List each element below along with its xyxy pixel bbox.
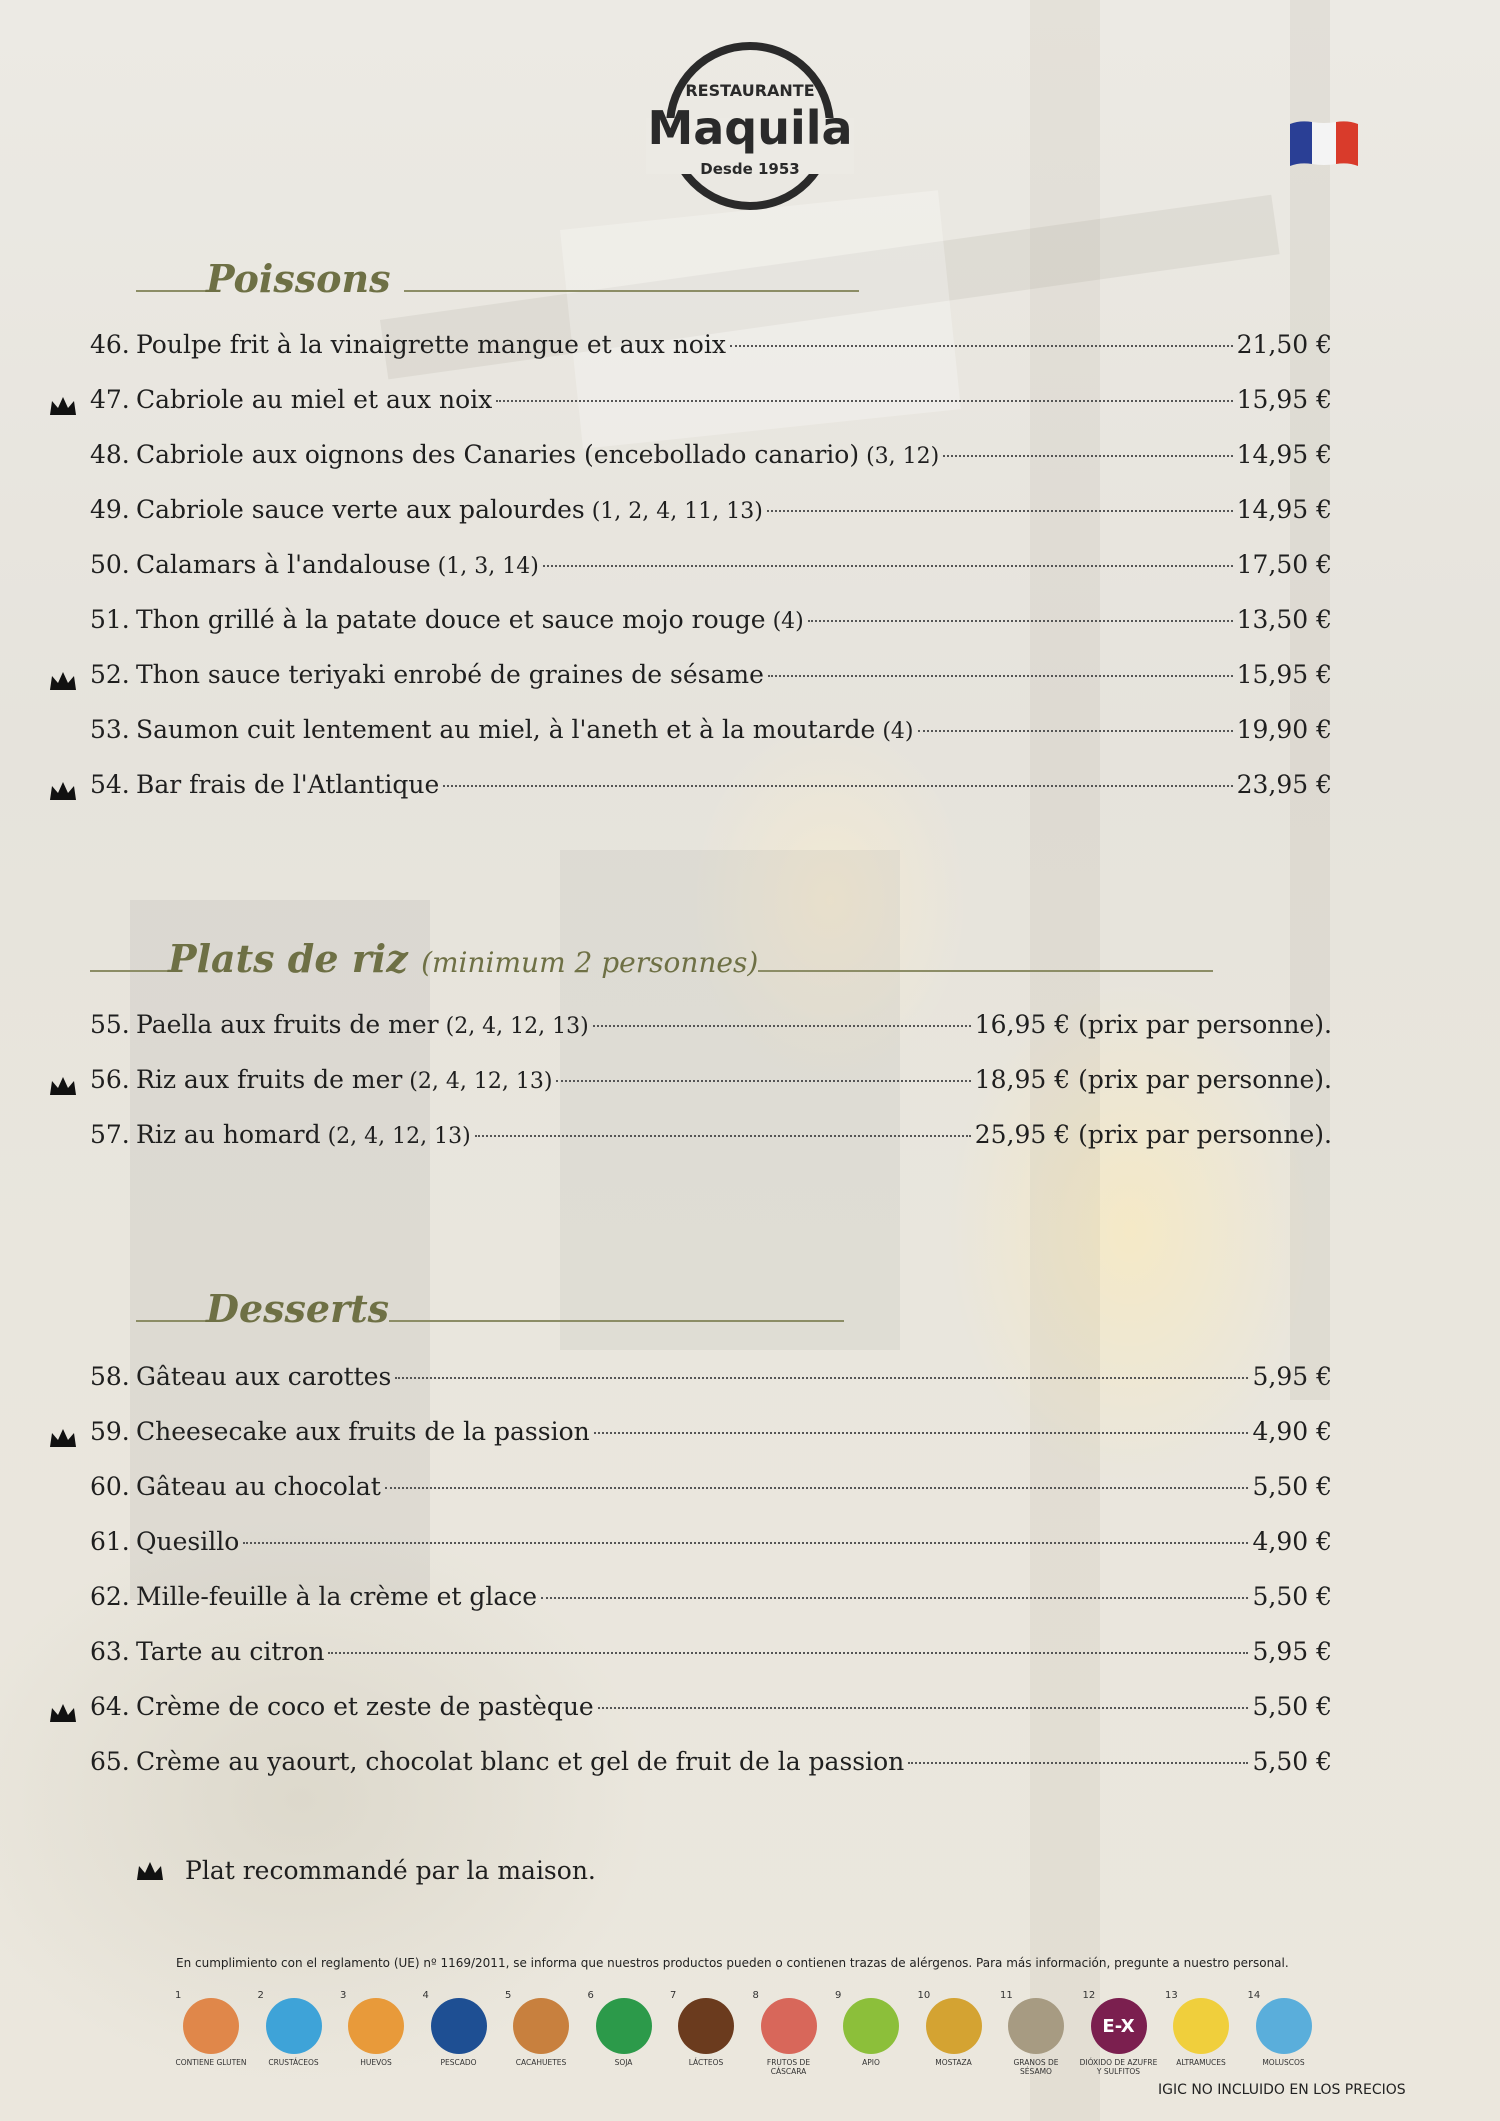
menu-item [90,1120,1332,1160]
menu-item [90,550,1332,590]
milk-icon [667,1990,745,2067]
item-allergens: (2, 4, 12, 13) [402,1069,553,1094]
peanut-icon [502,1990,580,2067]
item-number: 50. [90,550,130,579]
menu-item [90,1362,1332,1402]
celery-icon [832,1990,910,2067]
item-number: 52. [90,660,130,689]
dot-leader [556,1080,970,1082]
dot-leader [908,1762,1248,1764]
menu-item [90,330,1332,370]
allergen-number: 9 [835,1990,842,2001]
mustard-icon [915,1990,993,2067]
item-price: 16,95 € (prix par personne). [974,1010,1332,1039]
allergen-label: HUEVOS [360,2058,392,2067]
crab-icon [255,1990,333,2067]
allergen-label: SOJA [614,2058,633,2067]
dot-leader [395,1377,1248,1379]
allergen-label: CONTIENE GLUTEN [175,2058,247,2067]
item-number: 54. [90,770,130,799]
item-name: Thon sauce teriyaki enrobé de graines de sésame [136,660,764,689]
item-number: 46. [90,330,130,359]
item-allergens: (2, 4, 12, 13) [438,1014,589,1039]
item-name: Mille-feuille à la crème et glace [136,1582,538,1611]
crown-icon [48,780,78,802]
allergen-badge [348,1998,404,2054]
item-number: 47. [90,385,130,414]
crown-icon [135,1860,165,1882]
menu-item [90,1747,1332,1787]
allergen-label: ALTRAMUCES [1176,2058,1226,2067]
allergen-label: PESCADO [440,2058,477,2067]
item-number: 51. [90,605,130,634]
item-number: 63. [90,1637,130,1666]
item-price: 13,50 € [1236,605,1332,634]
sesame-icon [997,1990,1075,2076]
allergen-number: 5 [505,1990,512,2001]
item-name: Crème de coco et zeste de pastèque [136,1692,594,1721]
legend-text: Plat recommandé par la maison. [185,1856,596,1885]
fish-icon [420,1990,498,2067]
dot-leader [243,1542,1248,1544]
logo-name-text: Maquila [647,101,853,155]
item-price: 4,90 € [1252,1527,1332,1556]
menu-item [90,385,1332,425]
allergen-badge [183,1998,239,2054]
item-price: 21,50 € [1236,330,1332,359]
item-price: 25,95 € (prix par personne). [974,1120,1332,1149]
item-allergens: (1, 2, 4, 11, 13) [584,499,763,524]
allergen-label: MOLUSCOS [1262,2058,1305,2067]
item-number: 64. [90,1692,130,1721]
item-allergens: (2, 4, 12, 13) [320,1124,471,1149]
item-name: Poulpe frit à la vinaigrette mangue et aux noix [136,330,726,359]
dot-leader [808,620,1233,622]
item-price: 5,50 € [1252,1692,1332,1721]
allergen-badge [266,1998,322,2054]
item-name: Cheesecake aux fruits de la passion [136,1417,590,1446]
item-price: 14,95 € [1236,440,1332,469]
item-allergens: (4) [875,719,914,744]
item-number: 60. [90,1472,130,1501]
item-price: 5,50 € [1252,1582,1332,1611]
soy-icon [585,1990,663,2067]
item-price: 5,50 € [1252,1747,1332,1776]
shell-icon [1245,1990,1323,2067]
dot-leader [541,1597,1248,1599]
menu-item [90,1010,1332,1050]
allergen-badge [1008,1998,1064,2054]
menu-item [90,1527,1332,1567]
allergen-number: 11 [1000,1990,1013,2001]
item-name: Bar frais de l'Atlantique [136,770,440,799]
item-price: 19,90 € [1236,715,1332,744]
allergen-number: 13 [1165,1990,1178,2001]
dot-leader [543,565,1233,567]
allergen-number: 4 [422,1990,429,2001]
item-name: Riz aux fruits de mer [136,1065,403,1094]
item-price: 15,95 € [1236,660,1332,689]
item-name: Cabriole aux oignons des Canaries (encebollado canario) [136,440,860,469]
item-number: 59. [90,1417,130,1446]
allergen-badge: E-X [1091,1998,1147,2054]
item-price: 15,95 € [1236,385,1332,414]
dot-leader [768,675,1233,677]
item-price: 5,95 € [1252,1362,1332,1391]
dot-leader [593,1025,971,1027]
allergen-label: DIÓXIDO DE AZUFRE Y SULFITOS [1079,2058,1158,2076]
dot-leader [385,1487,1249,1489]
allergen-label: GRANOS DE SÉSAMO [1013,2058,1059,2076]
item-allergens: (3, 12) [859,444,940,469]
allergen-label: CRUSTÁCEOS [268,2058,319,2067]
item-number: 61. [90,1527,130,1556]
item-price: 5,50 € [1252,1472,1332,1501]
crown-icon [48,1075,78,1097]
allergen-number: 3 [340,1990,347,2001]
section-title-poissons: Poissons [136,256,859,301]
item-price: 5,95 € [1252,1637,1332,1666]
dot-leader [598,1707,1249,1709]
crown-icon [48,1427,78,1449]
dot-leader [594,1432,1249,1434]
item-number: 53. [90,715,130,744]
restaurant-logo [646,38,854,210]
menu-item [90,605,1332,645]
menu-item [90,715,1332,755]
allergen-badge [678,1998,734,2054]
item-name: Riz au homard [136,1120,321,1149]
item-number: 58. [90,1362,130,1391]
item-name: Thon grillé à la patate douce et sauce mojo rouge [136,605,766,634]
menu-item [90,1472,1332,1512]
dot-leader [918,730,1233,732]
item-number: 56. [90,1065,130,1094]
item-price: 18,95 € (prix par personne). [974,1065,1332,1094]
allergen-badge [1256,1998,1312,2054]
crown-icon [48,670,78,692]
french-flag-icon[interactable] [1288,116,1360,168]
allergen-badge [513,1998,569,2054]
section-title-riz: Plats de riz (minimum 2 personnes) [90,936,1213,981]
dot-leader [767,510,1233,512]
rice-subtitle: (minimum 2 personnes) [421,946,759,979]
menu-item [90,1065,1332,1105]
allergen-badge [431,1998,487,2054]
menu-item [90,1582,1332,1622]
wheat-icon [172,1990,250,2067]
item-allergens: (4) [765,609,804,634]
allergen-label: MOSTAZA [935,2058,972,2067]
item-name: Gâteau aux carottes [136,1362,392,1391]
allergen-badge [1173,1998,1229,2054]
item-price: 4,90 € [1252,1417,1332,1446]
allergen-notice: En cumplimiento con el reglamento (UE) nº 1169/2011, se informa que nuestros productos pueden o contienen trazas de alérgenos. Para más información, pregunte a nuestro personal. [176,1956,1289,1970]
nut-icon [750,1990,828,2076]
logo-top-text: RESTAURANTE [685,81,815,100]
allergen-label: LÁCTEOS [688,2058,724,2067]
menu-item [90,660,1332,700]
item-name: Gâteau au chocolat [136,1472,381,1501]
allergen-label: CACAHUETES [515,2058,567,2067]
allergen-number: 1 [175,1990,182,2001]
dot-leader [730,345,1233,347]
item-name: Cabriole au miel et aux noix [136,385,493,414]
allergen-number: 10 [917,1990,931,2001]
item-number: 49. [90,495,130,524]
allergen-number: 6 [587,1990,594,2001]
item-number: 62. [90,1582,130,1611]
item-number: 48. [90,440,130,469]
item-name: Tarte au citron [136,1637,325,1666]
recommended-legend [135,1856,596,1885]
menu-item [90,495,1332,535]
item-name: Crème au yaourt, chocolat blanc et gel de fruit de la passion [136,1747,905,1776]
dot-leader [328,1652,1248,1654]
sulphite-icon [1080,1990,1158,2076]
item-number: 55. [90,1010,130,1039]
item-name: Cabriole sauce verte aux palourdes [136,495,585,524]
menu-item [90,1692,1332,1732]
menu-item [90,770,1332,810]
menu-item [90,1417,1332,1457]
allergen-badge [596,1998,652,2054]
item-price: 14,95 € [1236,495,1332,524]
allergen-number: 12 [1082,1990,1096,2001]
allergen-number: 8 [752,1990,759,2001]
item-name: Quesillo [136,1527,240,1556]
igic-notice: IGIC NO INCLUIDO EN LOS PRECIOS [1158,2082,1406,2098]
item-allergens: (1, 3, 14) [430,554,539,579]
allergen-label: APIO [862,2058,880,2067]
allergen-label: FRUTOS DE CÁSCARA [766,2058,811,2076]
logo-since-text: Desde 1953 [700,160,800,178]
item-number: 65. [90,1747,130,1776]
crown-icon [48,1702,78,1724]
allergen-badge [926,1998,982,2054]
dot-leader [443,785,1232,787]
allergen-number: 14 [1247,1990,1261,2001]
dot-leader [943,455,1232,457]
allergen-badge [761,1998,817,2054]
allergen-number: 7 [670,1990,677,2001]
eggs-icon [337,1990,415,2067]
item-number: 57. [90,1120,130,1149]
section-title-desserts: Desserts [136,1286,844,1331]
menu-item [90,440,1332,480]
item-price: 17,50 € [1236,550,1332,579]
dot-leader [496,400,1232,402]
allergen-badge [843,1998,899,2054]
crown-icon [48,395,78,417]
item-name: Paella aux fruits de mer [136,1010,439,1039]
allergen-number: 2 [257,1990,264,2001]
item-name: Calamars à l'andalouse [136,550,431,579]
dot-leader [475,1135,971,1137]
menu-item [90,1637,1332,1677]
lupin-icon [1162,1990,1240,2067]
allergen-icons-row [172,1990,1332,2080]
item-price: 23,95 € [1236,770,1332,799]
item-name: Saumon cuit lentement au miel, à l'aneth et à la moutarde [136,715,876,744]
